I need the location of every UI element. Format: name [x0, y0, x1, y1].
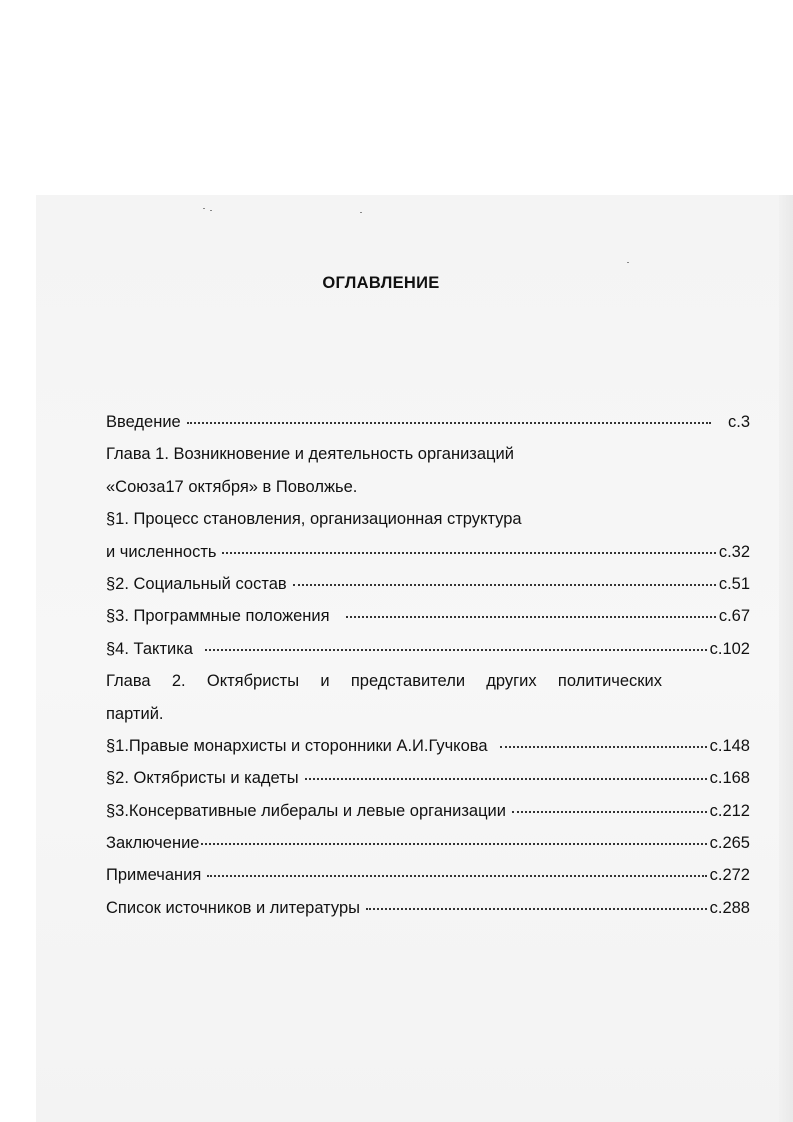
dot-leader: [201, 843, 706, 845]
toc-page-number: с.102: [709, 639, 750, 658]
dot-leader: [346, 616, 716, 618]
toc-entry-intro[interactable]: [106, 413, 750, 445]
toc-entry-notes[interactable]: [106, 866, 750, 898]
toc-chapter2-heading-cont[interactable]: [106, 705, 750, 737]
scan-speck: [360, 212, 362, 213]
toc-chapter1-heading-cont[interactable]: [106, 478, 750, 510]
toc-entry-ch1-s1-cont[interactable]: [106, 543, 750, 575]
table-of-contents: [106, 413, 750, 931]
toc-chapter1-heading[interactable]: [106, 445, 750, 477]
toc-page-number: с.288: [709, 898, 750, 917]
scan-edge: [779, 195, 793, 1122]
toc-entry-conclusion[interactable]: [106, 834, 750, 866]
toc-entry-ch1-s4[interactable]: [106, 640, 750, 672]
toc-entry-label: §2. Октябристы и кадеты: [106, 769, 299, 788]
dot-leader: [207, 875, 706, 877]
toc-entry-ch1-s2[interactable]: [106, 575, 750, 607]
toc-chapter-line: Глава 2. Октябристы и представители других политических: [106, 672, 662, 691]
toc-entry-ch1-s3[interactable]: [106, 607, 750, 639]
toc-entry-label: §3.Консервативные либералы и левые организации: [106, 801, 506, 820]
toc-entry-label: §4. Тактика: [106, 639, 193, 658]
toc-page-number: с.51: [718, 574, 750, 593]
toc-entry-label: §2. Социальный состав: [106, 574, 287, 593]
toc-page-number: с.265: [709, 834, 750, 853]
toc-page-number: с.168: [709, 769, 750, 788]
toc-chapter-line: Глава 1. Возникновение и деятельность организаций: [106, 445, 514, 464]
toc-entry-label: Примечания: [106, 866, 202, 885]
toc-page-number: с.148: [709, 736, 750, 755]
toc-chapter2-heading[interactable]: [106, 672, 662, 704]
page-title: ОГЛАВЛЕНИЕ: [322, 274, 440, 292]
dot-leader: [222, 552, 715, 554]
toc-page-number: с.67: [718, 607, 750, 626]
toc-entry-ch2-s3[interactable]: [106, 802, 750, 834]
toc-page-number: с.212: [709, 801, 750, 820]
dot-leader: [293, 584, 716, 586]
scan-speck: [627, 262, 629, 263]
dot-leader: [205, 649, 707, 651]
toc-page-number: с.3: [727, 413, 750, 431]
toc-chapter-line: партий.: [106, 704, 164, 723]
toc-entry-ch2-s1[interactable]: [106, 737, 750, 769]
scan-speck: [203, 208, 205, 209]
toc-chapter-line: «Союза17 октября» в Поволжье.: [106, 477, 358, 496]
scan-speck: [210, 210, 212, 211]
toc-entry-sources[interactable]: [106, 899, 750, 931]
toc-entry-label: §3. Программные положения: [106, 607, 330, 626]
dot-leader: [187, 422, 711, 424]
toc-entry-label: и численность: [106, 542, 217, 561]
toc-entry-label: §1.Правые монархисты и сторонники А.И.Гучкова: [106, 736, 488, 755]
dot-leader: [305, 778, 707, 780]
toc-entry-label: Заключение: [106, 834, 200, 853]
dot-leader: [366, 908, 707, 910]
toc-page-number: с.32: [718, 542, 750, 561]
toc-page-number: с.272: [709, 866, 750, 885]
toc-entry-label: Список источников и литературы: [106, 898, 361, 917]
dot-leader: [512, 811, 707, 813]
toc-entry-label: Введение: [106, 413, 181, 431]
toc-entry-ch1-s1[interactable]: [106, 510, 750, 542]
toc-entry-ch2-s2[interactable]: [106, 769, 750, 801]
toc-entry-label: §1. Процесс становления, организационная структура: [106, 510, 522, 529]
dot-leader: [500, 746, 707, 748]
